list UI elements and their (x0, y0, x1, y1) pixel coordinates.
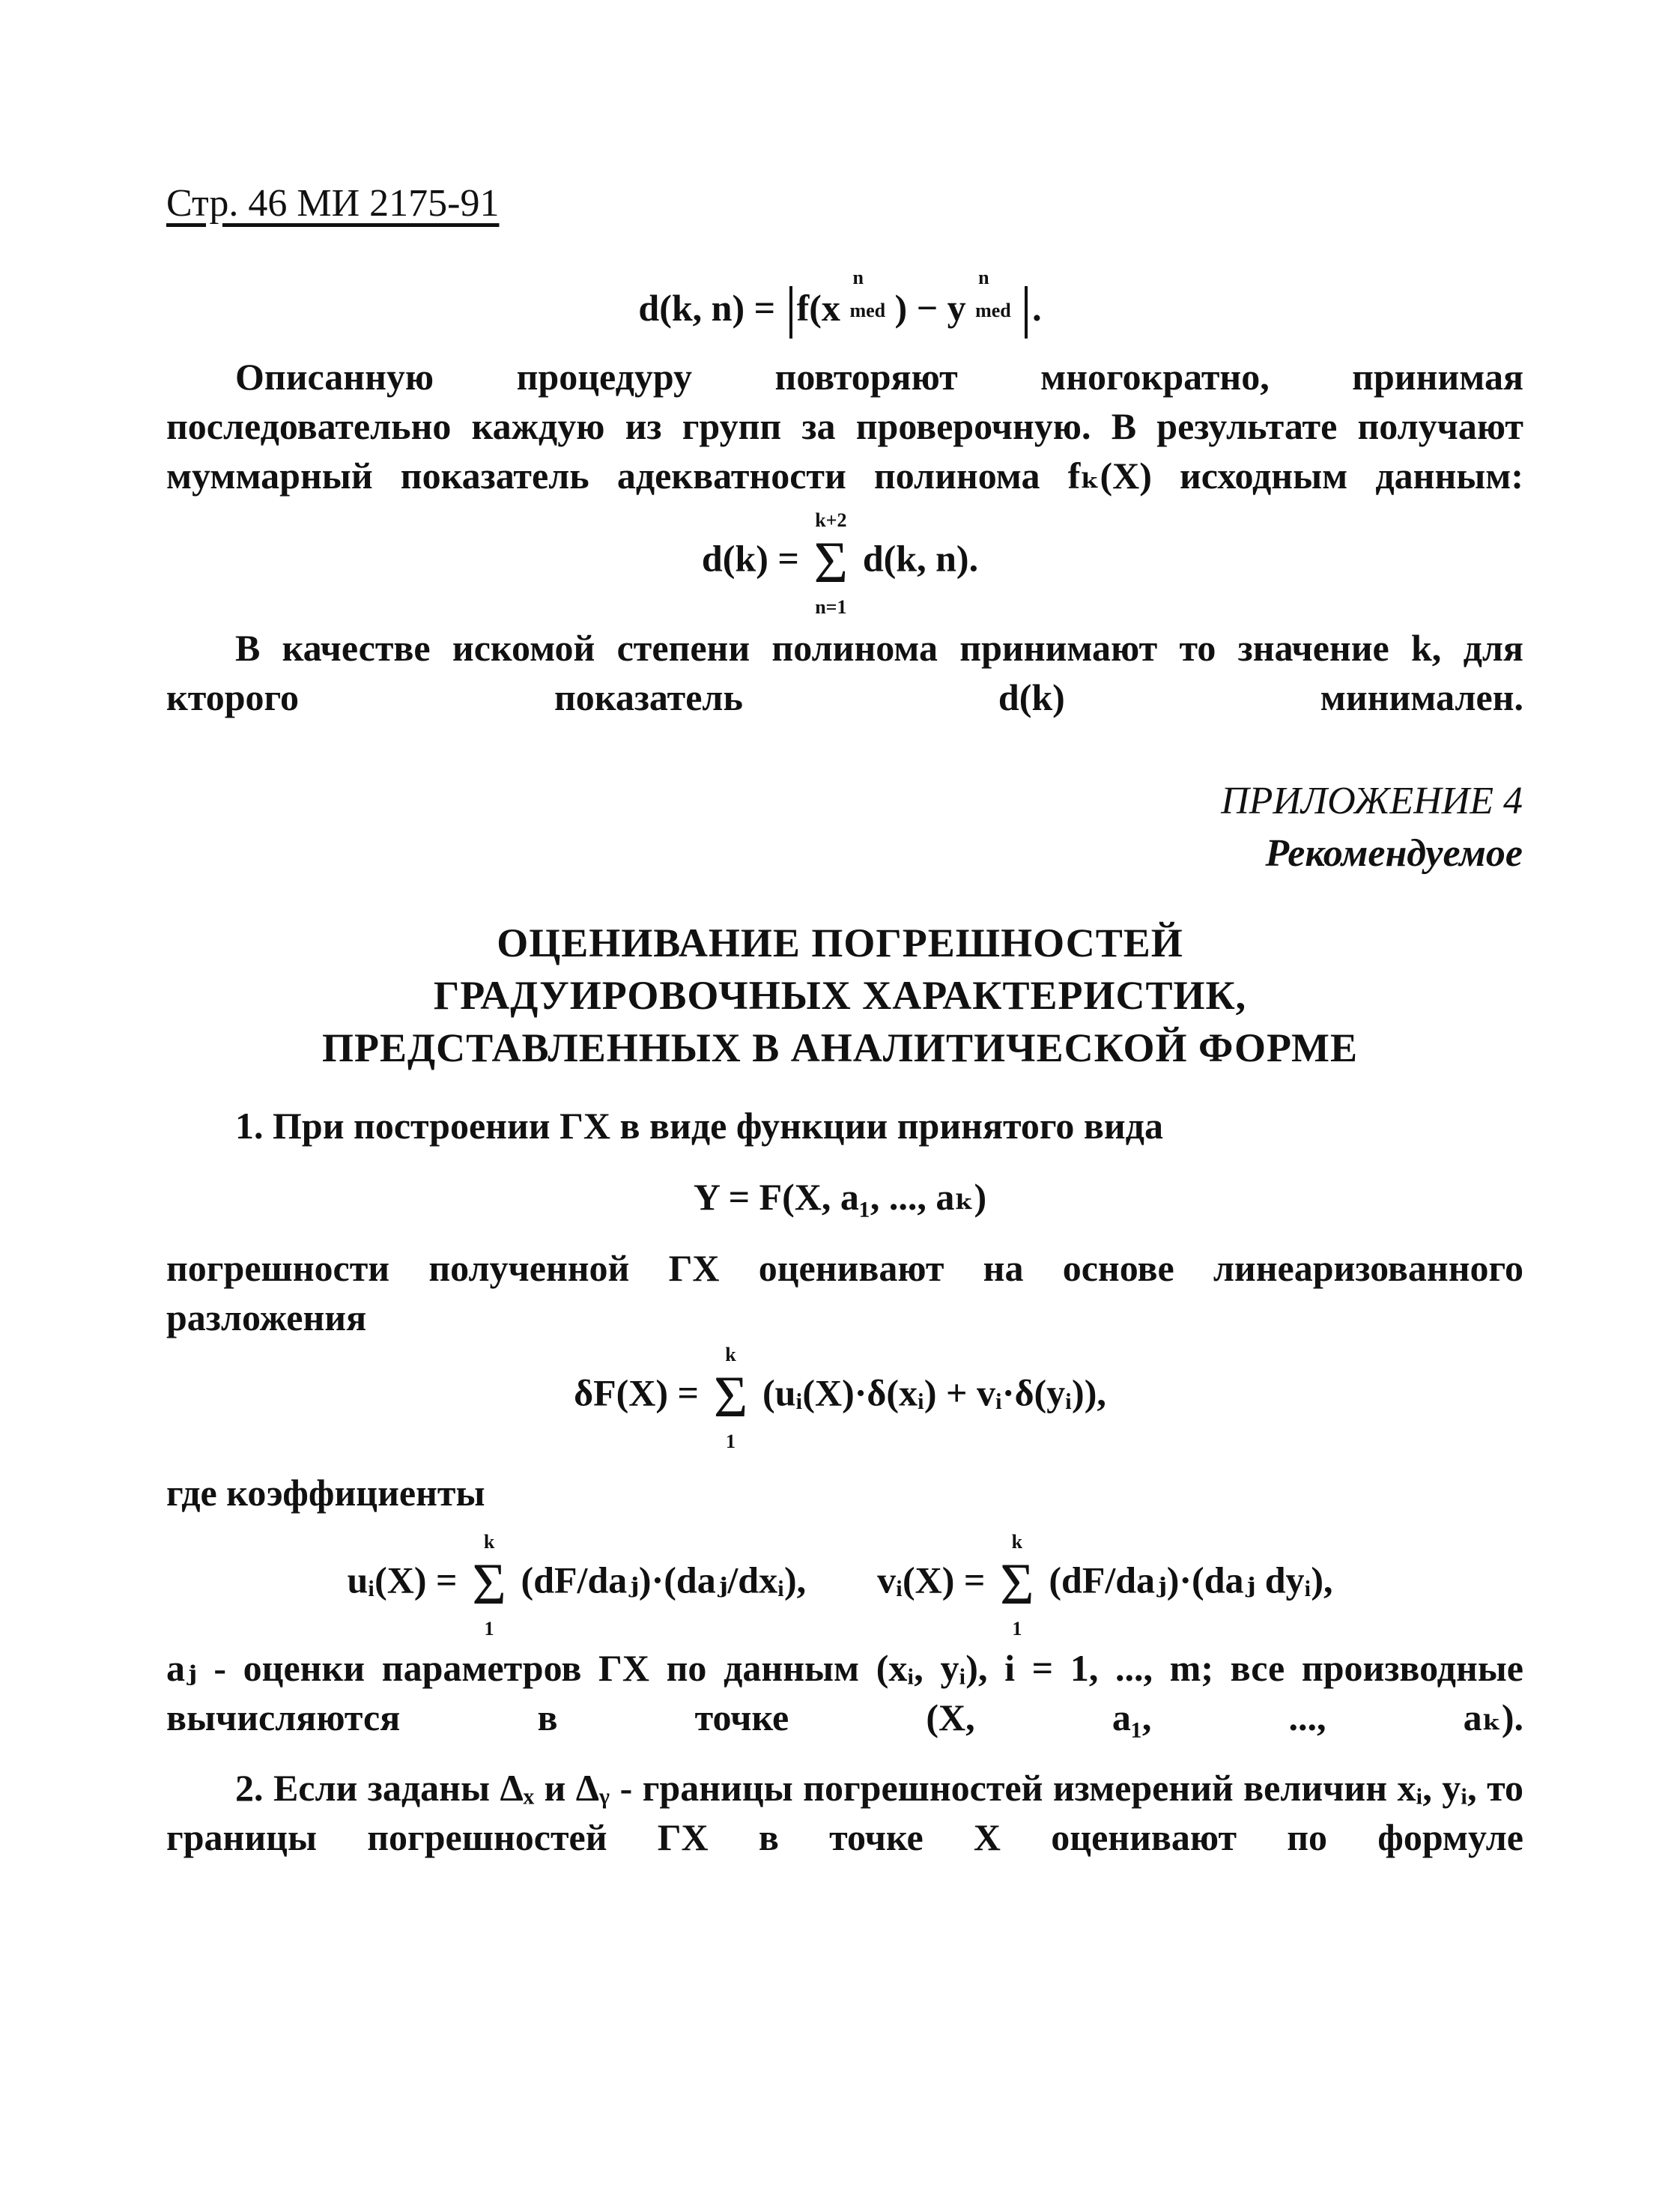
sigma-symbol-2: k Σ 1 (709, 1368, 753, 1426)
formula-uv (0, 1531, 1680, 1640)
formula-dkn (0, 267, 1680, 339)
formula-dkn-lhs: d(k, n) = (638, 287, 776, 329)
formula-v-rhs: (dF/daⱼ)·(daⱼ dyᵢ), (1049, 1559, 1333, 1601)
sigma-3-lower: 1 (484, 1618, 494, 1640)
formula-dkn-sup2: n (978, 267, 989, 288)
sigma-2-upper: k (725, 1344, 736, 1365)
section-title (0, 917, 1680, 1074)
sigma-1-lower: n=1 (815, 596, 847, 618)
page-header: Стр. 46 МИ 2175-91 (166, 182, 500, 225)
formula-dkn-tail: . (1032, 287, 1042, 329)
sigma-symbol-3: k Σ 1 (467, 1555, 512, 1613)
section-title-line-2: ГРАДУИРОВОЧНЫХ ХАРАКТЕРИСТИК, (433, 973, 1247, 1018)
formula-dk-rhs: d(k, n). (862, 537, 979, 580)
formula-dkn-sup1: n (852, 267, 864, 288)
where-label: где коэффициенты (166, 1472, 485, 1514)
appendix-status: Рекомендуемое (1265, 832, 1523, 875)
paragraph-3: погрешности полученной ГХ оценивают на основе линеаризованного разложения (166, 1247, 1523, 1338)
formula-dk-lhs: d(k) = (701, 537, 799, 580)
sigma-4-upper: k (1011, 1531, 1023, 1553)
sigma-3-upper: k (483, 1531, 495, 1553)
paragraph-5: 2. Если заданы Δₓ и Δᵧ - границы погрешностей измерений величин xᵢ, yᵢ, то границы погрешностей ГХ в точке X оценивают по формуле (166, 1767, 1523, 1858)
formula-df-lhs: δF(X) = (574, 1371, 700, 1414)
formula-dkn-sub2: med (975, 300, 1011, 321)
formula-dkn-sub1: med (849, 300, 886, 321)
formula-dkn-yscript (975, 267, 1020, 321)
sigma-symbol-1: k+2 Σ n=1 (808, 533, 853, 592)
section-title-line-1: ОЦЕНИВАНИЕ ПОГРЕШНОСТЕЙ (497, 921, 1183, 965)
paragraph-1: Описанную процедуру повторяют многократно, принимая последовательно каждую из групп за проверочную. В результате получают муммарный показатель адекватности полинома fₖ(X) исходным данным: (166, 356, 1523, 497)
paragraph-4: aⱼ - оценки параметров ГХ по данным (xᵢ, yᵢ), i = 1, ..., m; все производные вычисляются в точке (X, a₁, ..., aₖ). (166, 1647, 1523, 1738)
formula-df (0, 1344, 1680, 1452)
formula-v-lhs: vᵢ(X) = (877, 1559, 986, 1601)
formula-u-lhs: uᵢ(X) = (347, 1559, 458, 1601)
section-title-line-3: ПРЕДСТАВЛЕННЫХ В АНАЛИТИЧЕСКОЙ ФОРМЕ (322, 1025, 1358, 1070)
paragraph-2: В качестве искомой степени полинома принимают то значение k, для кторого показатель d(k) минимален. (166, 627, 1523, 718)
formula-dkn-xscript (849, 267, 894, 321)
item-1-intro: 1. При построении ГХ в виде функции принятого вида (235, 1105, 1163, 1147)
abs-bar-left (789, 286, 792, 339)
formula-y: Y = F(X, a₁, ..., aₖ) (693, 1176, 987, 1218)
formula-dkn-f: f(x (796, 287, 840, 329)
sigma-4-lower: 1 (1012, 1618, 1022, 1640)
sigma-symbol-4: k Σ 1 (995, 1555, 1040, 1613)
sigma-1-upper: k+2 (815, 509, 847, 531)
appendix-label: ПРИЛОЖЕНИЕ 4 (1221, 780, 1523, 822)
formula-dk (0, 509, 1680, 618)
sigma-2-lower: 1 (726, 1431, 736, 1452)
formula-u-rhs: (dF/daⱼ)·(daⱼ/dxᵢ), (521, 1559, 807, 1601)
formula-dkn-mid: ) − y (894, 287, 966, 329)
abs-bar-right (1025, 286, 1028, 339)
formula-df-rhs: (uᵢ(X)·δ(xᵢ) + vᵢ·δ(yᵢ)), (762, 1371, 1106, 1414)
